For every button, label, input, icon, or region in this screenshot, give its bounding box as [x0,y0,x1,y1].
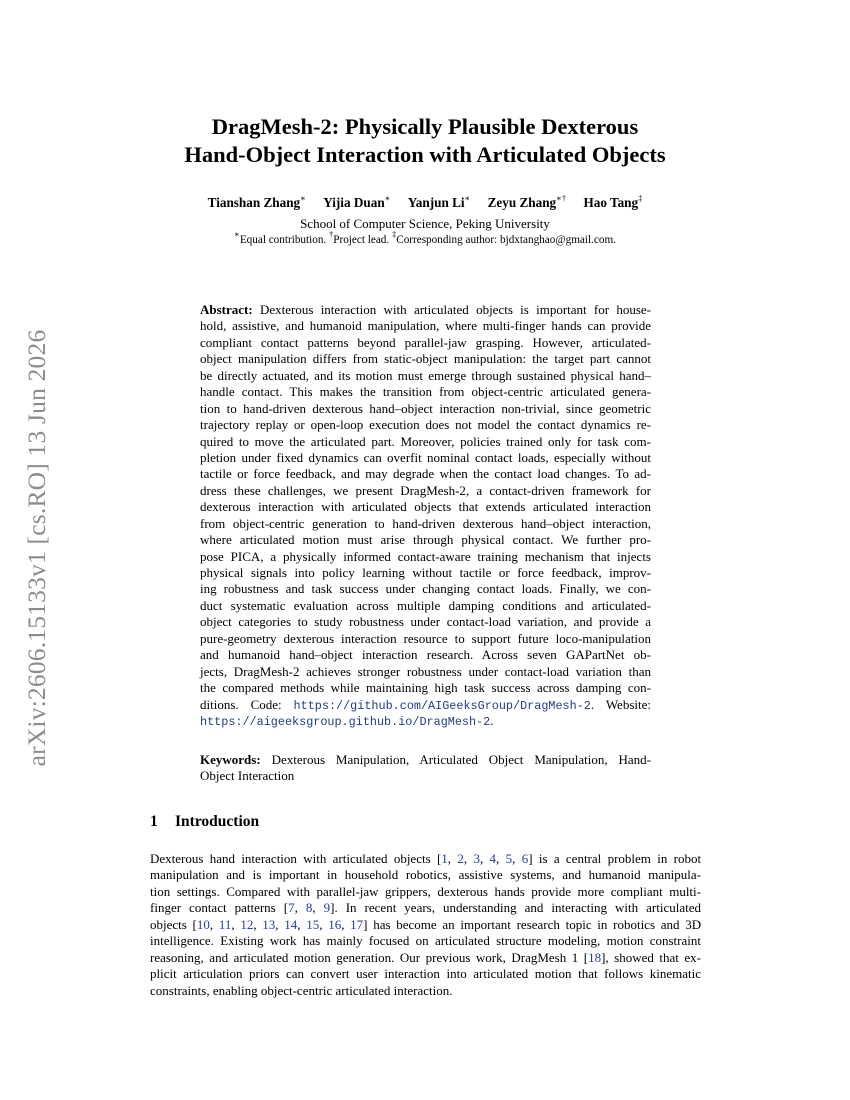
abstract-line [200,713,651,729]
section-number: 1 [150,813,158,830]
abstract-line: handle contact. This makes the transition from object-centric articulated genera- [200,384,651,400]
intro-line: manipulation and is important in household robotics, assistive systems, and humanoid manipula- [150,867,701,883]
intro-text: objects [ [150,916,197,932]
abstract [200,302,651,729]
intro-line: intelligence. Existing work has mainly focused on articulated structure modeling, motion constraint [150,933,701,949]
author-footnote [100,229,750,247]
project-lead-note: Project lead. [333,234,390,246]
abstract-line: and humanoid hand–object interaction research. Across seven GAPartNet ob- [200,647,651,663]
abstract-line: dexterous interaction with articulated objects that extends articulated interaction [200,499,651,515]
abstract-line: dress these challenges, we present DragMesh-2, a contact-driven framework for [200,482,651,498]
abstract-line: where articulated motion must arise through physical contact. We further pro- [200,532,651,548]
intro-text: reasoning, and articulated motion generation. Our previous work, DragMesh 1 [ [150,949,589,965]
author-2 [323,195,390,210]
author-name: Tianshan Zhang [207,195,301,210]
author-mark: ∗ [464,193,471,203]
intro-line: tion settings. Compared with parallel-jaw grippers, dexterous hands provide more compliant multi- [150,883,701,899]
citation-link[interactable]: 7 [288,900,295,916]
code-suffix: . Website: [590,696,651,712]
abstract-line: ing robustness and task success under changing contact loads. Finally, we con- [200,581,651,597]
keywords [200,752,651,785]
intro-line: plicit articulation priors can convert user interaction into articulated motion that follows kinematic [150,966,701,982]
citation-link[interactable]: 1 [441,851,448,866]
equal-mark: ∗ [234,229,240,239]
abstract-label: Abstract: [200,302,253,317]
intro-line: constraints, enabling object-centric articulated interaction. [150,982,453,998]
equal-contribution-note: Equal contribution. [239,234,327,246]
citation-link[interactable]: 5 [505,851,513,866]
author-3 [408,195,471,210]
citation-link[interactable]: 12 [240,916,254,932]
code-prefix: ditions. Code: [200,696,294,712]
abstract-line: be directly actuated, and its motion must emerge through sustained physical hand– [200,367,651,383]
citation-link[interactable]: 8 [305,900,313,916]
author-mark: ∗ [300,193,306,203]
citation-link[interactable]: 17 [350,916,364,932]
website-suffix: . [490,712,494,728]
intro-text: ] is a central problem in robot [528,851,702,866]
abstract-line: trajectory replay or open-loop execution does not model the contact dynamics re- [200,417,651,433]
abstract-line: jects, DragMesh-2 achieves stronger robustness under contact-load variation than [200,663,651,679]
abstract-line: quired to move the articulated part. Moreover, policies trained only for task com- [200,433,651,449]
keywords-line [200,752,651,768]
citation-link[interactable]: 2 [457,851,464,866]
section-title: Introduction [175,813,260,830]
author-mark: ∗† [556,193,567,203]
keywords-text: Dexterous Manipulation, Articulated Object Manipulation, Hand- [271,752,652,767]
title-line-2: Hand-Object Interaction with Articulated Objects [184,142,666,167]
abstract-line: physical signals into policy learning without tactile or force feedback, improv- [200,565,651,580]
abstract-line: tion to hand-driven dexterous hand–object interaction non-trivial, since geometric [200,400,651,416]
keywords-line: Object Interaction [200,768,295,784]
citation-link[interactable]: 15 [306,916,320,932]
intro-text: ], showed that ex- [601,949,702,965]
abstract-line: compliant contact patterns beyond parallel-jaw grasping. However, articulated- [200,334,651,350]
paper-title [100,113,750,169]
intro-line: objects [10, 11, 12, 13, 14, 15, 16, 17] has become an important research topic in robotics and 3D [150,916,702,932]
intro-text: Dexterous hand interaction with articulated objects [ [150,851,442,866]
abstract-line: hold, assistive, and humanoid manipulation, where multi-finger hands can provide [200,318,651,334]
arxiv-identifier: arXiv:2606.15133v1 [cs.RO] 13 Jun 2026 [22,329,51,767]
author-name: Zeyu Zhang [487,195,557,210]
abstract-line: from object-centric generation to hand-driven dexterous hand–object interaction, [200,515,651,531]
affiliation: School of Computer Science, Peking University [300,216,550,231]
citation-link[interactable]: 3 [473,851,480,866]
abstract-line: duct systematic evaluation across multiple damping conditions and articulated- [200,597,651,613]
citation-link[interactable]: 6 [521,851,529,866]
abstract-line: the compared methods while maintaining high task success across damping con- [200,680,651,696]
citation-link[interactable]: 18 [588,949,602,965]
author-name: Hao Tang [583,195,639,210]
website-link[interactable]: https://aigeeksgroup.github.io/DragMesh-2 [200,714,491,729]
abstract-line: pure-geometry dexterous interaction resource to support future loco-manipulation [200,630,651,646]
abstract-line [200,697,651,713]
corresponding-author-note: Corresponding author: bjdxtanghao@gmail.com. [396,234,616,246]
citation-link[interactable]: 4 [489,851,497,866]
abstract-line: tactile or force feedback, and may degrade when the contact load changes. To ad- [200,466,651,482]
citation-link[interactable]: 11 [218,916,232,932]
author-mark: ‡ [638,193,643,203]
code-link[interactable]: https://github.com/AIGeeksGroup/DragMesh-2 [293,698,591,713]
abstract-line: object manipulation differs from static-object manipulation: the target part cannot [200,351,651,367]
introduction-paragraph [150,851,701,999]
lead-mark: † [329,229,334,239]
title-line-1: DragMesh-2: Physically Plausible Dexterous [211,114,639,139]
author-name: Yanjun Li [407,195,465,210]
abstract-line: pletion under fixed dynamics can overfit nominal contact loads, especially without [200,449,651,465]
intro-line: finger contact patterns [7, 8, 9]. In recent years, understanding and interacting with articulated [150,900,702,916]
citation-link[interactable]: 13 [262,916,276,932]
intro-text: finger contact patterns [ [150,900,289,916]
citation-link[interactable]: 9 [323,900,331,916]
keywords-label: Keywords: [200,752,261,767]
intro-text: ] has become an important research topic in robotics and 3D [363,916,702,932]
abstract-line: pose PICA, a physically informed contact-aware training mechanism that injects [200,548,651,564]
corr-mark: ‡ [391,229,397,239]
author-name: Yijia Duan [323,195,385,210]
abstract-text: Dexterous interaction with articulated objects is important for house- [260,302,652,317]
abstract-line: object categories to study robustness under contact-load variation, and provide a [200,614,651,630]
intro-line: Dexterous hand interaction with articulated objects [1, 2, 3, 4, 5, 6] is a central problem in robot [150,851,702,866]
section-heading-introduction [150,813,259,831]
author-list [100,195,750,211]
author-mark: ∗ [384,193,391,203]
abstract-line [200,302,651,318]
intro-line [150,950,701,966]
intro-text: ]. In recent years, understanding and interacting with articulated [330,900,702,916]
author-5 [583,195,642,210]
citation-link[interactable]: 14 [284,916,298,932]
author-4 [488,195,567,210]
citation-link[interactable]: 10 [196,916,210,932]
citation-link[interactable]: 16 [328,916,342,932]
author-1 [208,195,306,210]
